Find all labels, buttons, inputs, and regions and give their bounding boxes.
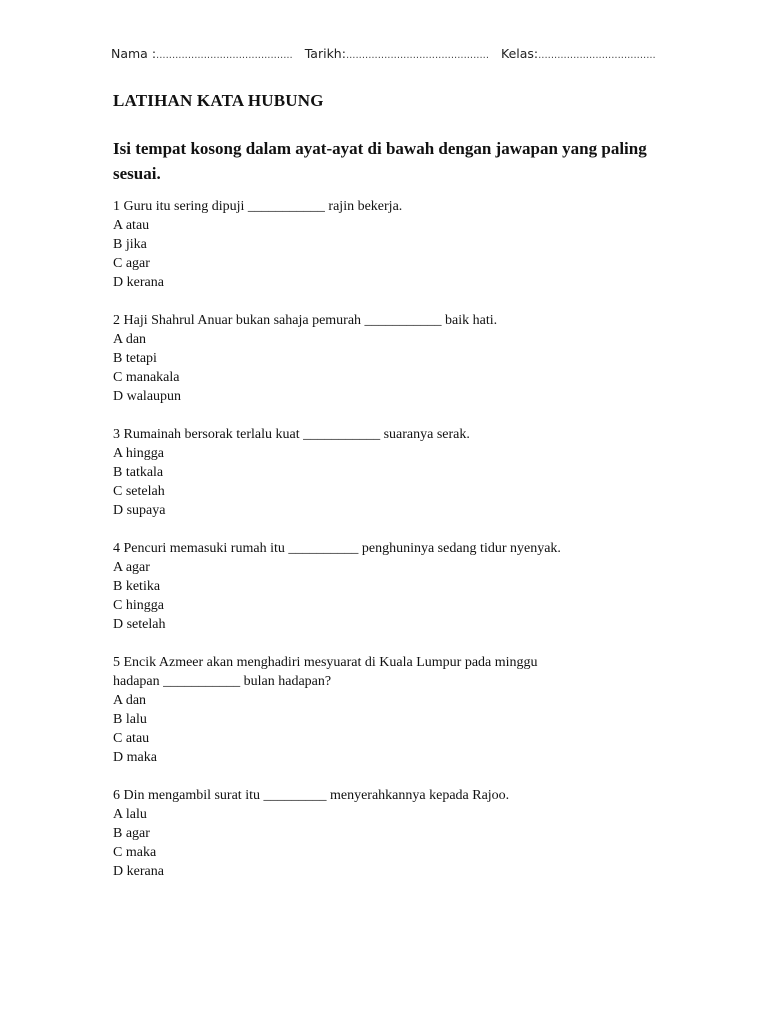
date-blank: ............................................. <box>345 50 489 61</box>
question-1 <box>113 197 673 292</box>
option-a: A dan <box>113 693 147 708</box>
question-5 <box>113 653 673 767</box>
question-list <box>113 197 673 900</box>
option-c: C agar <box>113 256 150 271</box>
option-d: D walaupun <box>113 389 182 404</box>
option-b: B jika <box>113 237 147 252</box>
option-d: D kerana <box>113 275 164 290</box>
worksheet-header <box>111 46 671 61</box>
option-b: B agar <box>113 826 150 841</box>
worksheet-title: LATIHAN KATA HUBUNG <box>113 91 324 110</box>
question-text-continued: hadapan ___________ bulan hadapan? <box>113 674 332 689</box>
date-label: Tarikh: <box>304 46 346 61</box>
option-c: C atau <box>113 731 150 746</box>
name-label: Nama : <box>111 46 157 61</box>
question-4 <box>113 539 673 634</box>
option-b: B tetapi <box>113 351 157 366</box>
question-text: 5 Encik Azmeer akan menghadiri mesyuarat di Kuala Lumpur pada minggu <box>113 655 538 670</box>
class-blank: ..................................... <box>538 50 656 61</box>
option-b: B tatkala <box>113 465 164 480</box>
option-a: A hingga <box>113 446 164 461</box>
question-text: 1 Guru itu sering dipuji ___________ rajin bekerja. <box>113 199 403 214</box>
option-b: B ketika <box>113 579 161 594</box>
name-blank: ........................................... <box>156 50 293 61</box>
option-c: C hingga <box>113 598 164 613</box>
option-c: C setelah <box>113 484 165 499</box>
option-b: B lalu <box>113 712 147 727</box>
question-6 <box>113 786 673 881</box>
question-text: 3 Rumainah bersorak terlalu kuat ___________ suaranya serak. <box>113 427 470 442</box>
option-a: A lalu <box>113 807 147 822</box>
option-d: D supaya <box>113 503 166 518</box>
question-2 <box>113 311 673 406</box>
option-d: D setelah <box>113 617 166 632</box>
question-text: 4 Pencuri memasuki rumah itu __________ penghuninya sedang tidur nyenyak. <box>113 541 561 556</box>
question-3 <box>113 425 673 520</box>
worksheet-instruction: Isi tempat kosong dalam ayat-ayat di bawah dengan jawapan yang paling sesuai. <box>113 139 647 183</box>
question-text: 2 Haji Shahrul Anuar bukan sahaja pemurah ___________ baik hati. <box>113 313 498 328</box>
option-a: A dan <box>113 332 147 347</box>
option-a: A agar <box>113 560 150 575</box>
option-c: C manakala <box>113 370 180 385</box>
option-d: D kerana <box>113 864 164 879</box>
option-c: C maka <box>113 845 157 860</box>
option-d: D maka <box>113 750 157 765</box>
question-text: 6 Din mengambil surat itu _________ menyerahkannya kepada Rajoo. <box>113 788 510 803</box>
option-a: A atau <box>113 218 150 233</box>
class-label: Kelas: <box>501 46 539 61</box>
